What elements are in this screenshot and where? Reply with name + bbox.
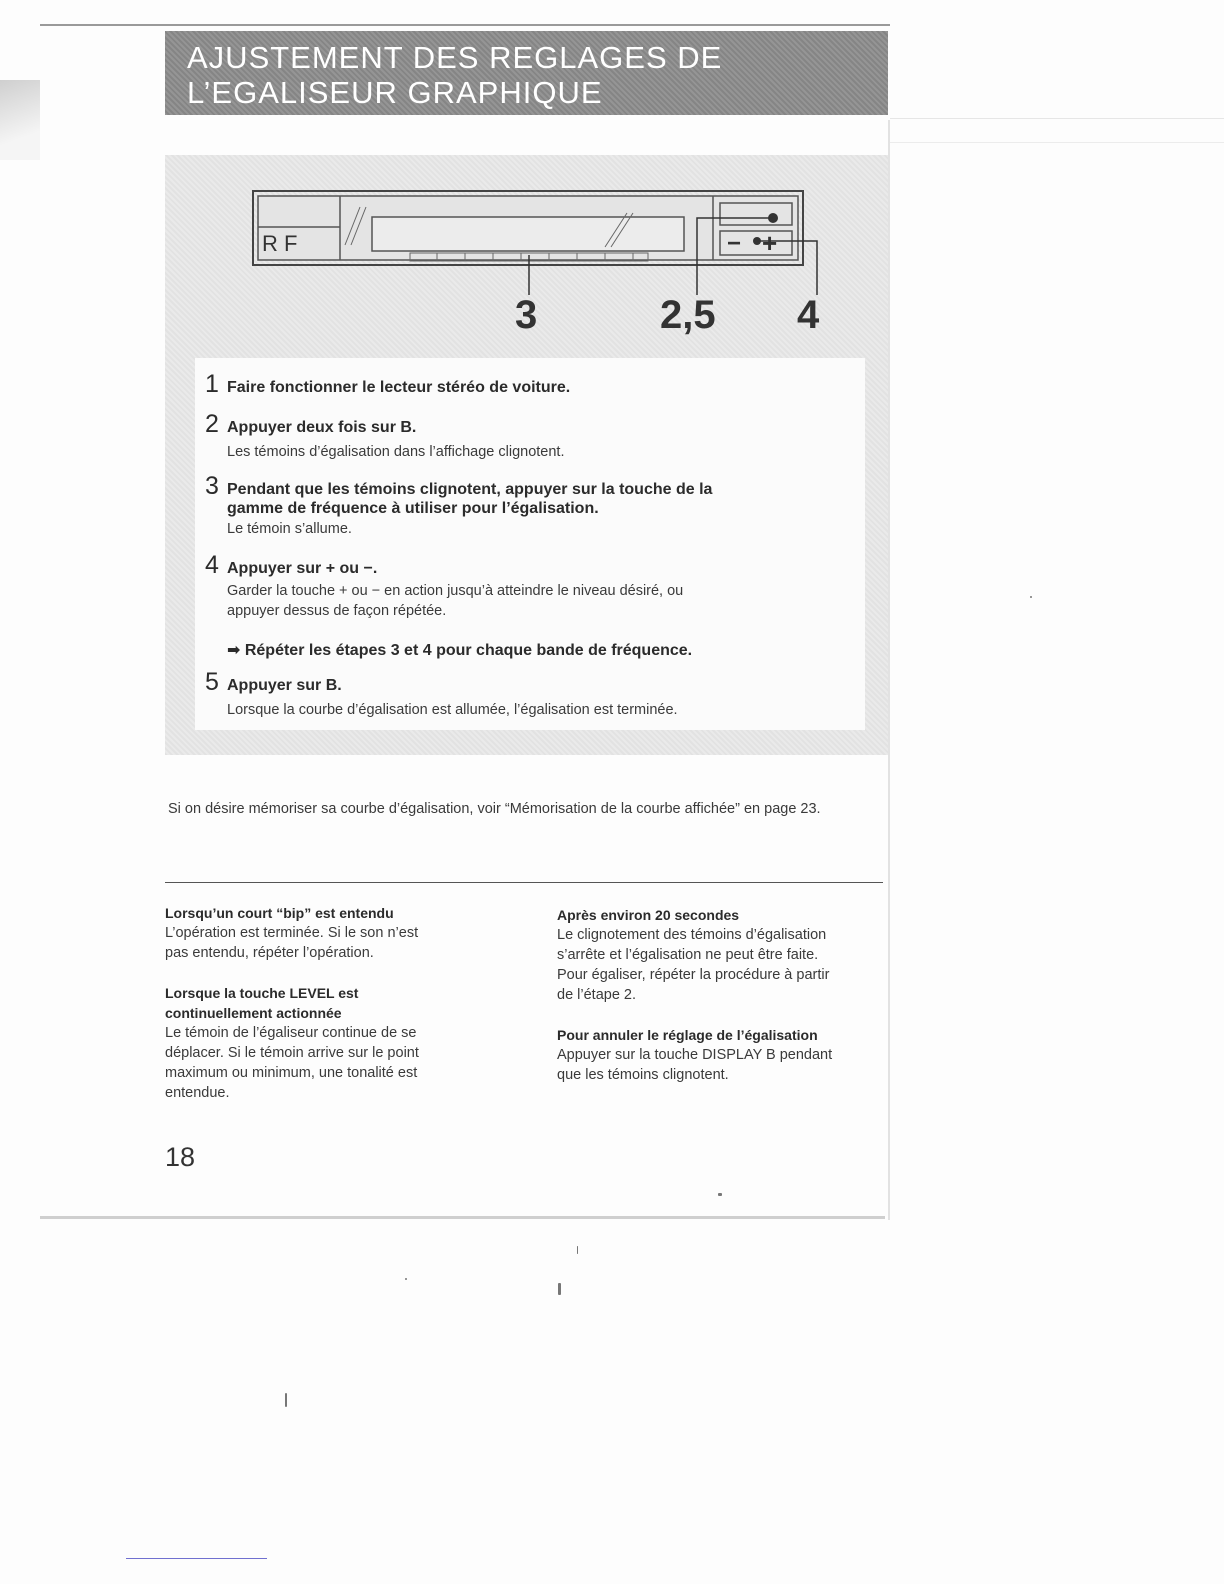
page-edge-right — [888, 120, 890, 1220]
page-title-line-2: L’EGALISEUR GRAPHIQUE — [187, 75, 603, 110]
note-text: pas entendu, répéter l’opération. — [165, 945, 374, 961]
note-title-cancel: Pour annuler le réglage de l’égalisation — [557, 1027, 818, 1043]
callout-3: 3 — [515, 293, 538, 337]
rf-label: R F — [262, 231, 298, 256]
note-text: Le clignotement des témoins d’égalisation — [557, 927, 827, 943]
page-title-line-1: AJUSTEMENT DES REGLAGES DE — [187, 40, 723, 75]
step-desc: Garder la touche + ou − en action jusqu’à atteindre le niveau désiré, ou — [227, 583, 684, 599]
scan-speck — [405, 1278, 407, 1280]
step-number: 4 — [205, 551, 219, 579]
scan-speck — [577, 1246, 578, 1254]
step-title: Appuyer sur B. — [227, 677, 342, 694]
minus-label: − — [727, 230, 742, 257]
note-title-bip: Lorsqu’un court “bip” est entendu — [165, 905, 394, 921]
note-text: Le témoin de l’égaliseur continue de se — [165, 1025, 417, 1041]
note-text: s’arrête et l’égalisation ne peut être faite. — [557, 947, 819, 963]
memo-note: Si on désire mémoriser sa courbe d’égalisation, voir “Mémorisation de la courbe affichée” en page 23. — [168, 801, 821, 817]
step-title: Appuyer sur + ou −. — [227, 560, 378, 577]
note-text: Appuyer sur la touche DISPLAY B pendant — [557, 1047, 833, 1063]
page-edge-top — [40, 24, 890, 26]
step-number: 2 — [205, 410, 219, 438]
display-window — [372, 217, 684, 251]
plus-label: + — [762, 228, 778, 258]
scan-speck — [1030, 596, 1032, 598]
step-number: 3 — [205, 472, 219, 500]
repeat-instruction: ➡ Répéter les étapes 3 et 4 pour chaque bande de fréquence. — [227, 642, 693, 659]
step-title: Pendant que les témoins clignotent, appuyer sur la touche de la — [227, 481, 713, 498]
step-desc: Lorsque la courbe d’égalisation est allumée, l’égalisation est terminée. — [227, 702, 678, 718]
note-text: déplacer. Si le témoin arrive sur le point — [165, 1045, 419, 1061]
step-title-cont: gamme de fréquence à utiliser pour l’égalisation. — [227, 500, 599, 517]
scan-speck — [558, 1283, 561, 1295]
divider — [165, 882, 883, 883]
scan-speck — [718, 1193, 722, 1196]
background-line — [890, 118, 1224, 119]
step-number: 5 — [205, 668, 219, 696]
step-desc: Les témoins d’égalisation dans l’affichage clignotent. — [227, 444, 565, 460]
callout-4: 4 — [797, 293, 820, 337]
page-edge-bottom — [40, 1216, 885, 1219]
scan-line — [126, 1558, 267, 1559]
step-desc: appuyer dessus de façon répétée. — [227, 603, 447, 619]
step-title: Appuyer deux fois sur B. — [227, 419, 417, 436]
note-text: entendue. — [165, 1085, 230, 1101]
display-b-button — [720, 203, 792, 225]
note-text: que les témoins clignotent. — [557, 1067, 729, 1083]
callout-2-5: 2,5 — [660, 293, 716, 337]
background-line — [890, 142, 1224, 143]
note-text: de l’étape 2. — [557, 987, 637, 1003]
scan-shadow — [0, 80, 40, 160]
note-title-level: Lorsque la touche LEVEL est — [165, 985, 359, 1001]
title-banner — [165, 31, 888, 115]
scan-speck — [285, 1393, 287, 1407]
note-text: maximum ou minimum, une tonalité est — [165, 1065, 418, 1081]
figure-area — [165, 155, 888, 755]
step-number: 1 — [205, 370, 219, 398]
step-title: Faire fonctionner le lecteur stéréo de voiture. — [227, 379, 571, 396]
page-number: 18 — [165, 1142, 196, 1172]
note-title-20s: Après environ 20 secondes — [557, 907, 740, 923]
note-text: L’opération est terminée. Si le son n’est — [165, 925, 419, 941]
right-notes-column — [557, 907, 882, 1105]
steps-box — [195, 358, 865, 730]
step-desc: Le témoin s’allume. — [227, 521, 352, 537]
note-text: Pour égaliser, répéter la procédure à partir — [557, 967, 830, 983]
note-title-level-cont: continuellement actionnée — [165, 1005, 342, 1021]
